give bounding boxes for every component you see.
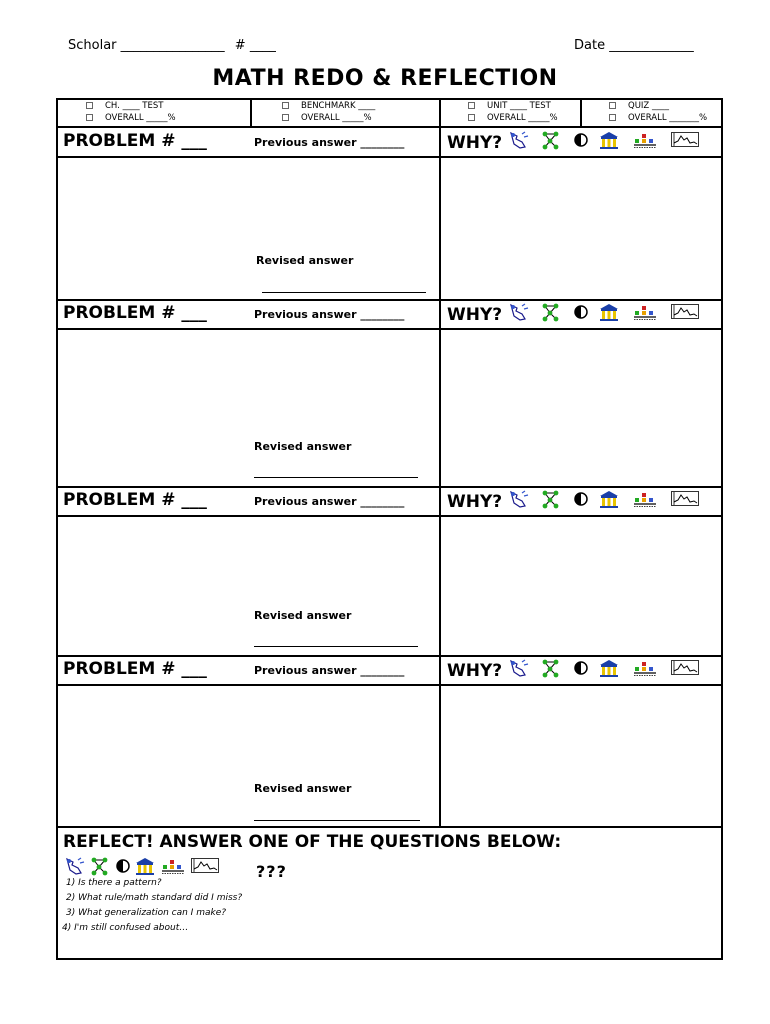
work-area[interactable] xyxy=(58,517,438,608)
revised-answer-line[interactable] xyxy=(262,292,426,293)
scholar-field[interactable] xyxy=(68,38,276,53)
why-explanation-area[interactable] xyxy=(441,330,721,484)
assessment-label: CH. ____ TEST xyxy=(105,101,164,111)
previous-answer-field[interactable]: Previous answer ________ xyxy=(254,495,405,508)
half-circle-icon xyxy=(572,130,590,150)
divider xyxy=(56,486,723,488)
revised-answer-label: Revised answer xyxy=(254,782,352,795)
scholar-label: Scholar xyxy=(68,38,117,53)
problem-number-label[interactable]: PROBLEM # ___ xyxy=(63,659,207,679)
line-graph-icon xyxy=(670,489,700,509)
why-explanation-area[interactable] xyxy=(441,686,721,824)
divider xyxy=(250,98,252,126)
half-circle-icon xyxy=(114,856,132,876)
hand-pointer-icon xyxy=(508,658,530,678)
connected-nodes-icon xyxy=(89,856,111,876)
previous-answer-field[interactable]: Previous answer ________ xyxy=(254,308,405,321)
divider xyxy=(439,98,441,126)
revised-answer-label: Revised answer xyxy=(254,609,352,622)
bar-chart-icon xyxy=(160,856,186,876)
checkbox[interactable] xyxy=(609,102,616,109)
revised-answer-label: Revised answer xyxy=(254,440,352,453)
number-label: # xyxy=(234,38,246,53)
hand-pointer-icon xyxy=(508,130,530,150)
bank-building-icon xyxy=(134,856,156,876)
number-blank[interactable]: ____ xyxy=(249,38,276,53)
problem-number-label[interactable]: PROBLEM # ___ xyxy=(63,303,207,323)
connected-nodes-icon xyxy=(540,489,562,509)
why-explanation-area[interactable] xyxy=(441,517,721,653)
assessment-label: QUIZ ____ xyxy=(628,101,669,111)
reflect-title: REFLECT! ANSWER ONE OF THE QUESTIONS BELOW: xyxy=(63,832,562,852)
revised-answer-line[interactable] xyxy=(254,646,418,647)
checkbox[interactable] xyxy=(468,102,475,109)
previous-answer-field[interactable]: Previous answer ________ xyxy=(254,136,405,149)
question-marks: ??? xyxy=(256,862,287,881)
revised-answer-line[interactable] xyxy=(254,477,418,478)
divider xyxy=(56,299,723,301)
why-label: WHY? xyxy=(447,133,503,153)
why-icon-row xyxy=(508,658,700,678)
bar-chart-icon xyxy=(632,302,658,322)
hand-pointer-icon xyxy=(508,489,530,509)
scholar-blank[interactable]: ________________ xyxy=(120,38,225,53)
checkbox[interactable] xyxy=(86,102,93,109)
line-graph-icon xyxy=(190,856,220,876)
checkbox[interactable] xyxy=(468,114,475,121)
assessment-label: UNIT ____ TEST xyxy=(487,101,551,111)
reflect-icon-row xyxy=(64,856,220,876)
overall-label: OVERALL _______% xyxy=(628,113,708,123)
line-graph-icon xyxy=(670,658,700,678)
divider xyxy=(56,126,723,128)
date-field[interactable] xyxy=(574,38,694,53)
reflect-question-4: 4) I'm still confused about… xyxy=(62,923,189,933)
why-icon-row xyxy=(508,130,700,150)
work-area[interactable] xyxy=(58,330,438,439)
divider xyxy=(580,98,582,126)
reflect-question-1: 1) Is there a pattern? xyxy=(66,878,162,888)
bank-building-icon xyxy=(598,302,620,322)
problem-number-label[interactable]: PROBLEM # ___ xyxy=(63,490,207,510)
revised-answer-label: Revised answer xyxy=(256,254,354,267)
bank-building-icon xyxy=(598,489,620,509)
overall-label: OVERALL _____% xyxy=(487,113,558,123)
date-label: Date xyxy=(574,38,606,53)
line-graph-icon xyxy=(670,130,700,150)
work-area[interactable] xyxy=(58,158,438,253)
work-area[interactable] xyxy=(58,686,438,781)
half-circle-icon xyxy=(572,658,590,678)
bar-chart-icon xyxy=(632,130,658,150)
assessment-chapter-test[interactable] xyxy=(86,100,176,124)
connected-nodes-icon xyxy=(540,302,562,322)
reflect-question-2: 2) What rule/math standard did I miss? xyxy=(66,893,243,903)
date-blank[interactable]: _____________ xyxy=(609,38,694,53)
checkbox[interactable] xyxy=(86,114,93,121)
line-graph-icon xyxy=(670,302,700,322)
connected-nodes-icon xyxy=(540,130,562,150)
half-circle-icon xyxy=(572,489,590,509)
why-explanation-area[interactable] xyxy=(441,158,721,297)
problem-number-label[interactable]: PROBLEM # ___ xyxy=(63,131,207,151)
why-icon-row xyxy=(508,302,700,322)
bar-chart-icon xyxy=(632,489,658,509)
assessment-quiz[interactable] xyxy=(609,100,707,124)
page-title: MATH REDO & REFLECTION xyxy=(212,66,558,91)
why-label: WHY? xyxy=(447,305,503,325)
why-label: WHY? xyxy=(447,492,503,512)
hand-pointer-icon xyxy=(508,302,530,322)
divider xyxy=(56,826,723,828)
reflect-question-3: 3) What generalization can I make? xyxy=(66,908,227,918)
previous-answer-field[interactable]: Previous answer ________ xyxy=(254,664,405,677)
half-circle-icon xyxy=(572,302,590,322)
checkbox[interactable] xyxy=(282,114,289,121)
why-icon-row xyxy=(508,489,700,509)
overall-label: OVERALL _____% xyxy=(105,113,176,123)
connected-nodes-icon xyxy=(540,658,562,678)
checkbox[interactable] xyxy=(609,114,616,121)
overall-label: OVERALL _____% xyxy=(301,113,372,123)
divider xyxy=(56,655,723,657)
bank-building-icon xyxy=(598,658,620,678)
why-label: WHY? xyxy=(447,661,503,681)
hand-pointer-icon xyxy=(64,856,86,876)
bar-chart-icon xyxy=(632,658,658,678)
bank-building-icon xyxy=(598,130,620,150)
assessment-label: BENCHMARK ____ xyxy=(301,101,376,111)
assessment-unit-test[interactable] xyxy=(468,100,558,124)
checkbox[interactable] xyxy=(282,102,289,109)
assessment-benchmark[interactable] xyxy=(282,100,375,124)
revised-answer-line[interactable] xyxy=(254,820,420,821)
